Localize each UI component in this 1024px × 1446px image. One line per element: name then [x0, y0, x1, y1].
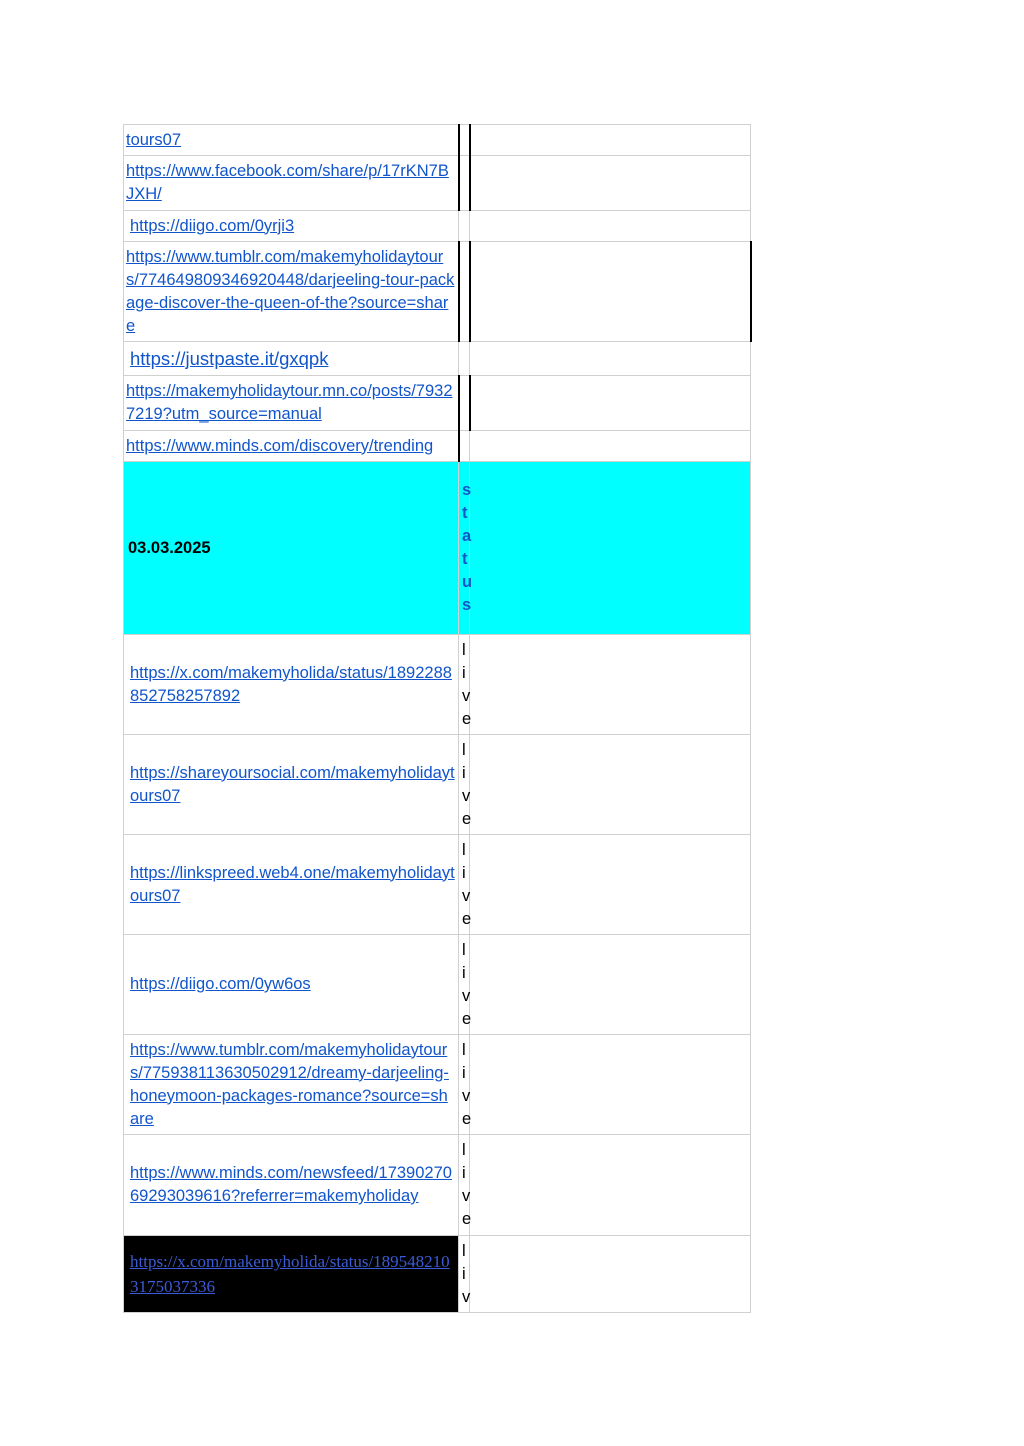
status-cell: [459, 376, 470, 431]
link-cell: [124, 735, 459, 835]
notes-cell: [470, 835, 751, 935]
date-cell: 03.03.2025: [124, 462, 459, 635]
notes-cell: [470, 211, 751, 242]
notes-cell: [470, 935, 751, 1035]
notes-cell: [470, 462, 751, 635]
notes-cell: [470, 156, 751, 211]
table-row: [124, 376, 751, 431]
status-cell: l i v e: [459, 935, 470, 1035]
status-cell: [459, 431, 470, 462]
table-row: [124, 342, 751, 376]
link[interactable]: https://www.tumblr.com/makemyholidaytours/775938113630502912/dreamy-darjeeling-honeymoon-packages-romance?source=share: [130, 1040, 449, 1128]
link-cell: [124, 635, 459, 735]
link-cell: [124, 125, 459, 156]
table-row: [124, 1236, 751, 1313]
link[interactable]: tours07: [126, 130, 182, 149]
table-row: [124, 835, 751, 935]
table-row: [124, 125, 751, 156]
link-cell: [124, 1236, 459, 1313]
notes-cell: [470, 376, 751, 431]
status-cell: [459, 156, 470, 211]
date-header-row: [124, 462, 751, 635]
link[interactable]: https://www.facebook.com/share/p/17rKN7BJXH/: [126, 162, 449, 203]
link[interactable]: https://diigo.com/0yw6os: [130, 975, 311, 993]
notes-cell: [470, 1236, 751, 1313]
link-cell: [124, 1035, 459, 1135]
link[interactable]: https://linkspreed.web4.one/makemyholidaytours07: [130, 863, 455, 905]
link-cell: [124, 1135, 459, 1236]
link-cell: [124, 935, 459, 1035]
notes-cell: [470, 242, 751, 342]
status-cell: l i v e: [459, 1035, 470, 1135]
status-cell: [459, 342, 470, 376]
notes-cell: [470, 635, 751, 735]
notes-cell: [470, 342, 751, 376]
status-cell: l i v e: [459, 1135, 470, 1236]
table-row: [124, 156, 751, 211]
link[interactable]: https://x.com/makemyholida/status/1892288852758257892: [130, 663, 452, 705]
link[interactable]: https://diigo.com/0yrji3: [130, 216, 295, 235]
table-row: [124, 935, 751, 1035]
status-cell: l i v: [459, 1236, 470, 1313]
link[interactable]: https://www.minds.com/newsfeed/1739027069293039616?referrer=makemyholiday: [130, 1164, 452, 1205]
status-header: s t a t u s: [459, 462, 470, 635]
status-cell: [459, 125, 470, 156]
table-row: [124, 242, 751, 342]
table-row: [124, 635, 751, 735]
status-cell: [459, 242, 470, 342]
notes-cell: [470, 735, 751, 835]
table-row: [124, 211, 751, 242]
link[interactable]: https://x.com/makemyholida/status/1895482103175037336: [130, 1252, 450, 1296]
link-cell: [124, 211, 459, 242]
link[interactable]: https://justpaste.it/gxqpk: [130, 348, 329, 369]
link-cell: [124, 431, 459, 462]
spreadsheet-table: [123, 124, 752, 1313]
notes-cell: [470, 1135, 751, 1236]
link-cell: [124, 156, 459, 211]
notes-cell: [470, 1035, 751, 1135]
status-cell: l i v e: [459, 835, 470, 935]
table-row: [124, 1135, 751, 1236]
table-row: [124, 1035, 751, 1135]
table-row: [124, 431, 751, 462]
link-cell: [124, 376, 459, 431]
status-cell: l i v e: [459, 735, 470, 835]
link-cell: [124, 835, 459, 935]
status-cell: l i v e: [459, 635, 470, 735]
status-cell: [459, 211, 470, 242]
link[interactable]: https://makemyholidaytour.mn.co/posts/79327219?utm_source=manual: [126, 382, 453, 423]
notes-cell: [470, 431, 751, 462]
link-cell: [124, 342, 459, 376]
table-row: [124, 735, 751, 835]
link[interactable]: https://www.tumblr.com/makemyholidaytours/774649809346920448/darjeeling-tour-package-discover-the-queen-of-the?source=share: [126, 247, 455, 335]
link[interactable]: https://shareyoursocial.com/makemyholidaytours07: [130, 763, 455, 805]
notes-cell: [470, 125, 751, 156]
link-cell: [124, 242, 459, 342]
link[interactable]: https://www.minds.com/discovery/trending: [126, 436, 434, 455]
